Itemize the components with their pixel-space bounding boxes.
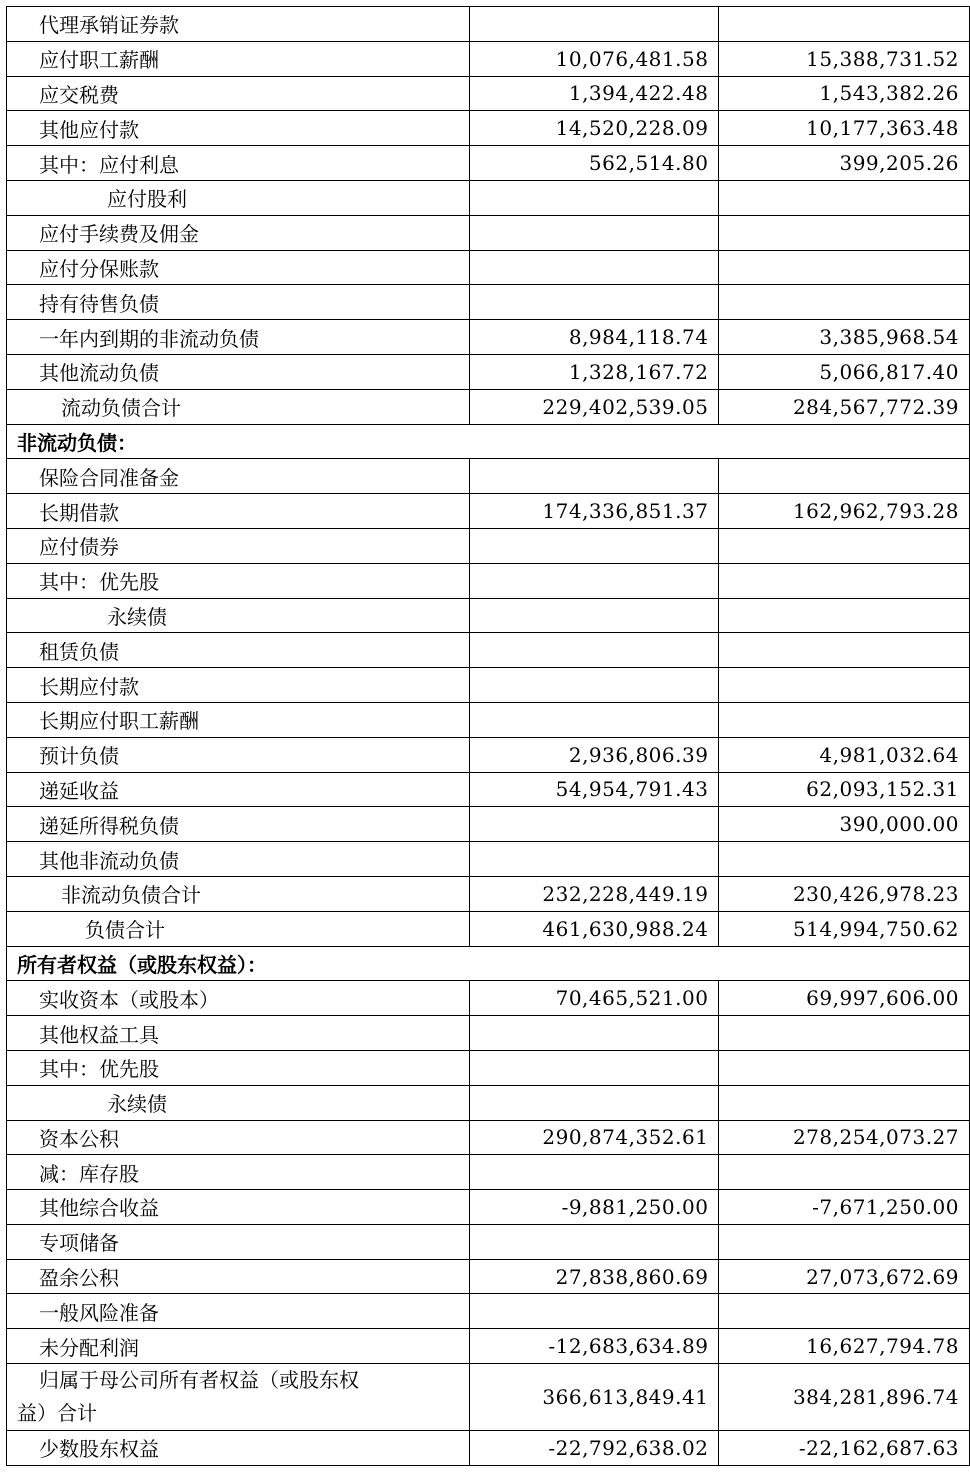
row-label: 资本公积 <box>7 1120 470 1155</box>
value-period-1: 54,954,791.43 <box>470 772 719 807</box>
value-period-2 <box>719 1224 970 1259</box>
value-period-1 <box>470 1085 719 1120</box>
section-header: 所有者权益（或股东权益）： <box>7 946 970 981</box>
value-period-1: 174,336,851.37 <box>470 494 719 529</box>
value-period-2 <box>719 1294 970 1329</box>
row-label: 一般风险准备 <box>7 1294 470 1329</box>
table-row <box>7 807 970 842</box>
row-label-line: 归属于母公司所有者权益（或股东权 <box>39 1368 359 1393</box>
value-period-1 <box>470 563 719 598</box>
value-period-2 <box>719 215 970 250</box>
table-row <box>7 598 970 633</box>
value-period-1: -12,683,634.89 <box>470 1329 719 1364</box>
value-period-1: 366,613,849.41 <box>470 1364 719 1431</box>
table-row <box>7 772 970 807</box>
table-row <box>7 1431 970 1466</box>
value-period-1: -9,881,250.00 <box>470 1190 719 1225</box>
value-period-1 <box>470 633 719 668</box>
table-row <box>7 1364 970 1431</box>
table-row <box>7 389 970 424</box>
row-label: 未分配利润 <box>7 1329 470 1364</box>
value-period-1 <box>470 250 719 285</box>
table-row <box>7 111 970 146</box>
row-label: 长期借款 <box>7 494 470 529</box>
row-label: 其中：应付利息 <box>7 146 470 181</box>
value-period-1 <box>470 1155 719 1190</box>
table-row <box>7 1294 970 1329</box>
value-period-1: 1,328,167.72 <box>470 354 719 389</box>
value-period-2: 4,981,032.64 <box>719 737 970 772</box>
value-period-2: 15,388,731.52 <box>719 41 970 76</box>
value-period-1: 229,402,539.05 <box>470 389 719 424</box>
row-label <box>7 1364 470 1431</box>
table-row <box>7 528 970 563</box>
value-period-2 <box>719 702 970 737</box>
value-period-2 <box>719 842 970 877</box>
table-row <box>7 180 970 215</box>
value-period-2: -22,162,687.63 <box>719 1431 970 1466</box>
row-label: 长期应付职工薪酬 <box>7 702 470 737</box>
section-header-row <box>7 946 970 981</box>
row-label: 其中：优先股 <box>7 1050 470 1085</box>
row-label: 递延所得税负债 <box>7 807 470 842</box>
value-period-2 <box>719 250 970 285</box>
value-period-1 <box>470 215 719 250</box>
table-row <box>7 7 970 42</box>
row-label: 一年内到期的非流动负债 <box>7 320 470 355</box>
table-row <box>7 76 970 111</box>
table-row <box>7 1190 970 1225</box>
value-period-1 <box>470 668 719 703</box>
table-row <box>7 981 970 1016</box>
table-row <box>7 1155 970 1190</box>
value-period-1 <box>470 7 719 42</box>
value-period-1 <box>470 1050 719 1085</box>
table-row <box>7 354 970 389</box>
value-period-2 <box>719 563 970 598</box>
table-row <box>7 459 970 494</box>
value-period-2 <box>719 668 970 703</box>
value-period-2 <box>719 459 970 494</box>
value-period-1: 232,228,449.19 <box>470 876 719 911</box>
value-period-1: 10,076,481.58 <box>470 41 719 76</box>
balance-sheet-body <box>7 7 970 1466</box>
value-period-2 <box>719 7 970 42</box>
row-label: 应付分保账款 <box>7 250 470 285</box>
table-row <box>7 1050 970 1085</box>
value-period-2: 390,000.00 <box>719 807 970 842</box>
value-period-1 <box>470 842 719 877</box>
value-period-2: 5,066,817.40 <box>719 354 970 389</box>
row-label: 负债合计 <box>7 911 470 946</box>
row-label: 流动负债合计 <box>7 389 470 424</box>
row-label: 长期应付款 <box>7 668 470 703</box>
value-period-2 <box>719 1085 970 1120</box>
value-period-1: 8,984,118.74 <box>470 320 719 355</box>
value-period-2: 162,962,793.28 <box>719 494 970 529</box>
value-period-1: 14,520,228.09 <box>470 111 719 146</box>
row-label: 其他权益工具 <box>7 1016 470 1051</box>
value-period-2: 3,385,968.54 <box>719 320 970 355</box>
row-label: 实收资本（或股本） <box>7 981 470 1016</box>
table-row <box>7 146 970 181</box>
row-label: 其中：优先股 <box>7 563 470 598</box>
table-row <box>7 702 970 737</box>
value-period-2: 384,281,896.74 <box>719 1364 970 1431</box>
value-period-2: 399,205.26 <box>719 146 970 181</box>
row-label: 其他综合收益 <box>7 1190 470 1225</box>
table-row <box>7 1259 970 1294</box>
table-row <box>7 285 970 320</box>
table-row <box>7 215 970 250</box>
row-label: 租赁负债 <box>7 633 470 668</box>
table-row <box>7 1224 970 1259</box>
value-period-1 <box>470 702 719 737</box>
table-row <box>7 320 970 355</box>
value-period-1: 1,394,422.48 <box>470 76 719 111</box>
value-period-1: 27,838,860.69 <box>470 1259 719 1294</box>
value-period-2 <box>719 598 970 633</box>
table-row <box>7 1329 970 1364</box>
row-label: 预计负债 <box>7 737 470 772</box>
section-header: 非流动负债： <box>7 424 970 459</box>
row-label: 持有待售负债 <box>7 285 470 320</box>
value-period-2 <box>719 633 970 668</box>
row-label: 非流动负债合计 <box>7 876 470 911</box>
table-row <box>7 1085 970 1120</box>
value-period-2: 1,543,382.26 <box>719 76 970 111</box>
row-label: 应付债券 <box>7 528 470 563</box>
row-label: 减：库存股 <box>7 1155 470 1190</box>
value-period-2: 230,426,978.23 <box>719 876 970 911</box>
value-period-1 <box>470 459 719 494</box>
section-header-row <box>7 424 970 459</box>
value-period-2 <box>719 1050 970 1085</box>
row-label: 递延收益 <box>7 772 470 807</box>
row-label: 永续债 <box>7 1085 470 1120</box>
row-label: 应付手续费及佣金 <box>7 215 470 250</box>
value-period-1 <box>470 1294 719 1329</box>
row-label: 代理承销证券款 <box>7 7 470 42</box>
value-period-2: 514,994,750.62 <box>719 911 970 946</box>
value-period-1: 562,514.80 <box>470 146 719 181</box>
row-label-line: 益）合计 <box>17 1401 97 1426</box>
value-period-1 <box>470 1016 719 1051</box>
table-row <box>7 1016 970 1051</box>
row-label: 其他流动负债 <box>7 354 470 389</box>
row-label: 少数股东权益 <box>7 1431 470 1466</box>
table-row <box>7 668 970 703</box>
value-period-2 <box>719 285 970 320</box>
value-period-1: 70,465,521.00 <box>470 981 719 1016</box>
balance-sheet-table <box>6 6 970 1466</box>
value-period-1 <box>470 807 719 842</box>
value-period-1 <box>470 285 719 320</box>
value-period-1: 461,630,988.24 <box>470 911 719 946</box>
row-label: 保险合同准备金 <box>7 459 470 494</box>
value-period-2 <box>719 180 970 215</box>
value-period-2: 16,627,794.78 <box>719 1329 970 1364</box>
value-period-1 <box>470 528 719 563</box>
row-label: 专项储备 <box>7 1224 470 1259</box>
table-row <box>7 737 970 772</box>
value-period-2: 69,997,606.00 <box>719 981 970 1016</box>
table-row <box>7 494 970 529</box>
row-label: 应付职工薪酬 <box>7 41 470 76</box>
value-period-2: 278,254,073.27 <box>719 1120 970 1155</box>
table-row <box>7 250 970 285</box>
value-period-2 <box>719 1016 970 1051</box>
row-label: 应付股利 <box>7 180 470 215</box>
table-row <box>7 563 970 598</box>
value-period-1: -22,792,638.02 <box>470 1431 719 1466</box>
row-label: 其他非流动负债 <box>7 842 470 877</box>
table-row <box>7 1120 970 1155</box>
value-period-1: 2,936,806.39 <box>470 737 719 772</box>
row-label: 永续债 <box>7 598 470 633</box>
table-row <box>7 633 970 668</box>
value-period-2: 10,177,363.48 <box>719 111 970 146</box>
table-row <box>7 911 970 946</box>
value-period-2 <box>719 1155 970 1190</box>
value-period-2: -7,671,250.00 <box>719 1190 970 1225</box>
value-period-1 <box>470 1224 719 1259</box>
value-period-1 <box>470 180 719 215</box>
value-period-1 <box>470 598 719 633</box>
table-row <box>7 876 970 911</box>
value-period-2 <box>719 528 970 563</box>
row-label: 盈余公积 <box>7 1259 470 1294</box>
value-period-2: 27,073,672.69 <box>719 1259 970 1294</box>
table-row <box>7 842 970 877</box>
value-period-2: 284,567,772.39 <box>719 389 970 424</box>
row-label: 其他应付款 <box>7 111 470 146</box>
value-period-2: 62,093,152.31 <box>719 772 970 807</box>
table-row <box>7 41 970 76</box>
value-period-1: 290,874,352.61 <box>470 1120 719 1155</box>
row-label: 应交税费 <box>7 76 470 111</box>
